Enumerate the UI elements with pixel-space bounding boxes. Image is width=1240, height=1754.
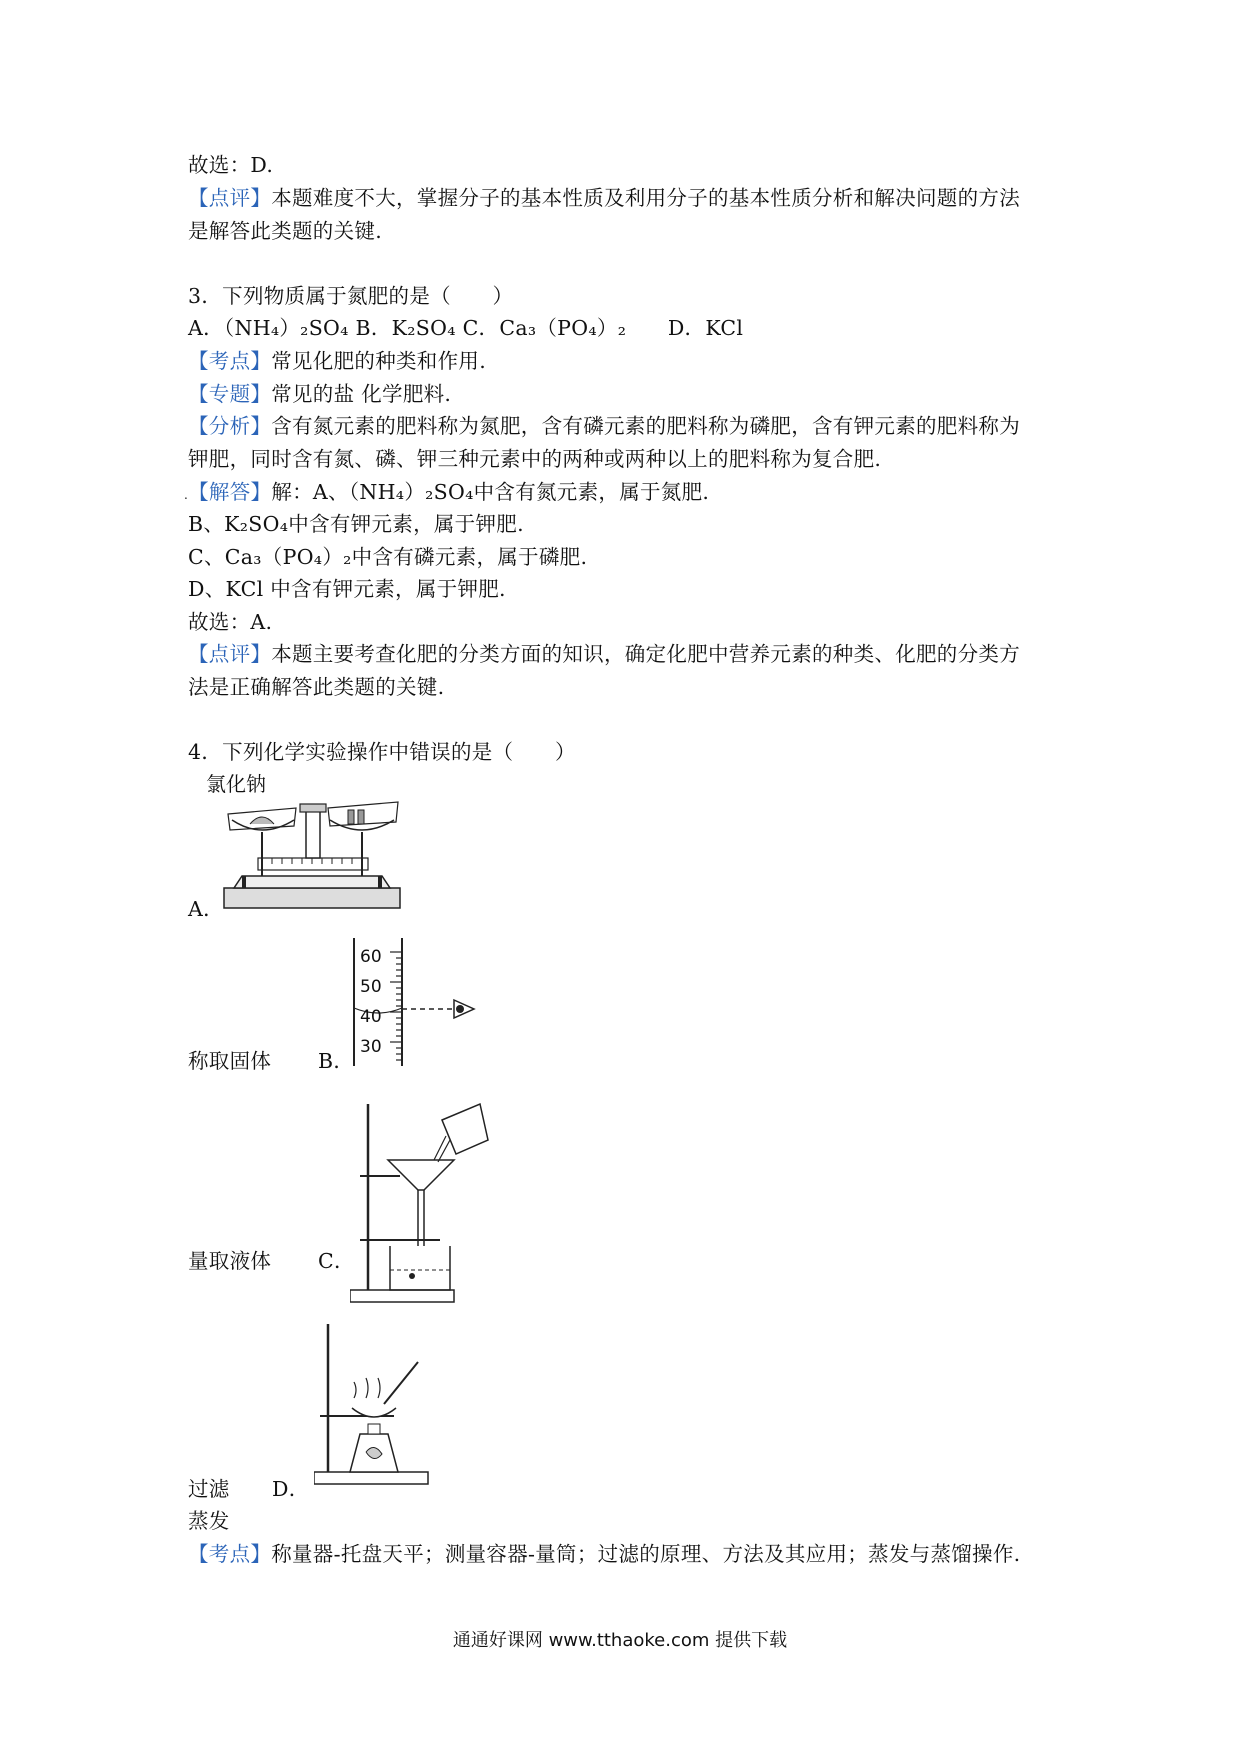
- cylinder-figure: [350, 938, 480, 1068]
- jieda-d: D、KCl 中含有钾元素，属于钾肥.: [188, 577, 506, 601]
- comment-line: [188, 183, 1020, 213]
- dianping-2: [188, 639, 1020, 669]
- option-a-marker: A．: [188, 897, 224, 921]
- jieda-line: [184, 477, 709, 510]
- fenxi-line-2: 钾肥，同时含有氮、磷、钾三种元素中的两种或两种以上的肥料称为复合肥.: [188, 447, 882, 471]
- balance-figure: [222, 792, 402, 916]
- jieda-tag: 【解答】: [188, 480, 272, 504]
- filtration-figure: [350, 1100, 490, 1306]
- dianping-2-tag: 【点评】: [188, 642, 272, 666]
- fig-a-caption: 氯化钠: [206, 772, 266, 796]
- kaodian-4-line: [188, 1539, 1020, 1569]
- option-b-label: 量取液体: [188, 1249, 272, 1273]
- question-3: 3．下列物质属于氮肥的是（ ）: [188, 284, 514, 308]
- dianping-2-text: 本题主要考查化肥的分类方面的知识，确定化肥中营养元素的种类、化肥的分类方: [271, 642, 1021, 666]
- answer-a: 故选：A.: [188, 610, 273, 634]
- kaodian-line: [188, 346, 486, 376]
- cylinder-tick-40: 40: [360, 1007, 382, 1027]
- kaodian-tag: 【考点】: [188, 349, 272, 373]
- comment-tag: 【点评】: [188, 186, 272, 210]
- option-b-marker: B．: [318, 1049, 355, 1073]
- jieda-c: C、Ca₃（PO₄）₂中含有磷元素，属于磷肥.: [188, 545, 588, 569]
- option-c-marker: C．: [318, 1249, 355, 1273]
- jieda-b: B、K₂SO₄中含有钾元素，属于钾肥.: [188, 512, 524, 536]
- jieda-dot: .: [184, 488, 189, 502]
- zhuanti-line: [188, 379, 451, 409]
- dianping-2-line-2: 法是正确解答此类题的关键.: [188, 675, 445, 699]
- question-4: 4．下列化学实验操作中错误的是（ ）: [188, 740, 576, 764]
- option-a-label: 称取固体: [188, 1049, 272, 1073]
- zhuanti-text: 常见的盐 化学肥料.: [271, 382, 452, 406]
- kaodian-text: 常见化肥的种类和作用.: [271, 349, 487, 373]
- cylinder-tick-60: 60: [360, 947, 382, 967]
- option-c-label: 过滤: [188, 1477, 230, 1501]
- cylinder-tick-30: 30: [360, 1037, 382, 1057]
- comment-line-2: 是解答此类题的关键.: [188, 219, 383, 243]
- question-3-options: A．（NH₄）₂SO₄ B．K₂SO₄ C．Ca₃（PO₄）₂ D．KCl: [188, 316, 744, 340]
- fenxi-text: 含有氮元素的肥料称为氮肥，含有磷元素的肥料称为磷肥，含有钾元素的肥料称为: [271, 414, 1021, 438]
- option-d-marker: D．: [272, 1477, 310, 1501]
- page-footer: 通通好课网 www.tthaoke.com 提供下载: [452, 1630, 788, 1651]
- fenxi-tag: 【分析】: [188, 414, 272, 438]
- evaporation-figure: [314, 1322, 434, 1488]
- jieda-text: 解：A、（NH₄）₂SO₄中含有氮元素，属于氮肥.: [271, 480, 710, 504]
- answer-line: 故选：D.: [188, 153, 274, 177]
- cylinder-tick-50: 50: [360, 977, 382, 997]
- zhuanti-tag: 【专题】: [188, 382, 272, 406]
- comment-text: 本题难度不大，掌握分子的基本性质及利用分子的基本性质分析和解决问题的方法: [271, 186, 1021, 210]
- kaodian-4-text: 称量器-托盘天平；测量容器-量筒；过滤的原理、方法及其应用；蒸发与蒸馏操作.: [271, 1542, 1021, 1566]
- option-d-label: 蒸发: [188, 1509, 230, 1533]
- fenxi-line: [188, 411, 1020, 441]
- kaodian-4-tag: 【考点】: [188, 1542, 272, 1566]
